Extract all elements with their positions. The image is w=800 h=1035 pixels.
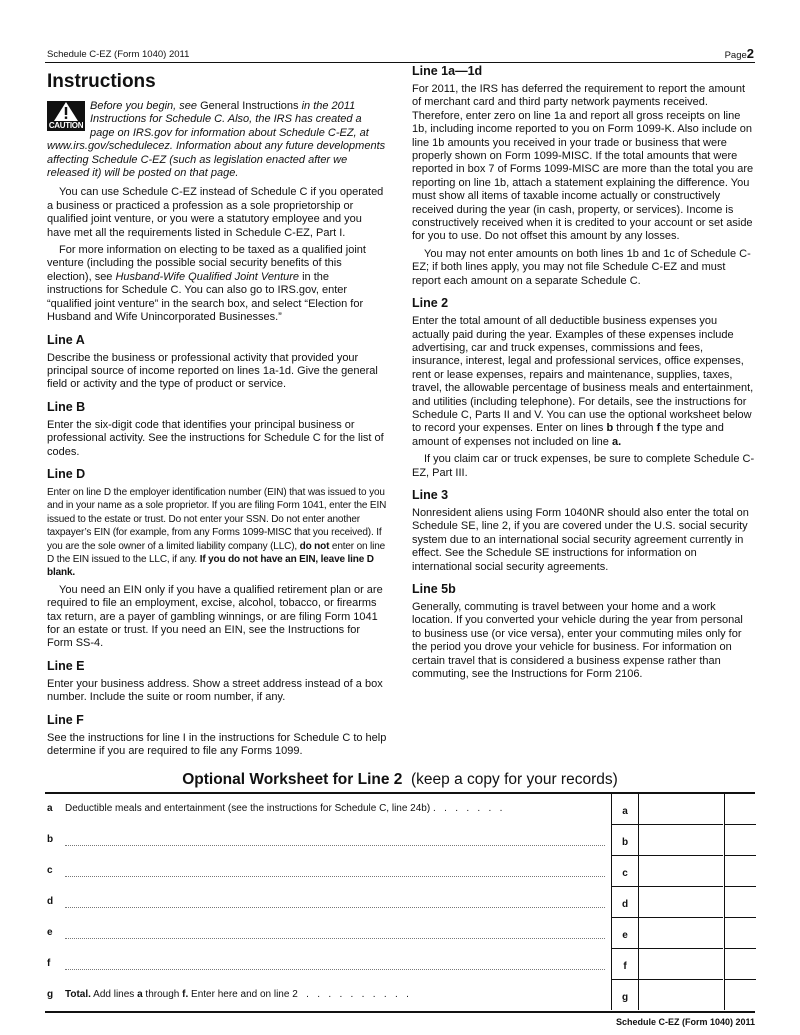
worksheet-row-b bbox=[45, 825, 755, 856]
paragraph bbox=[412, 507, 755, 574]
page-num: 2 bbox=[746, 46, 754, 61]
line-box-label: b bbox=[611, 825, 639, 856]
text-run: through bbox=[142, 989, 183, 1001]
text-run: in the 2011 Instructions for Schedule C. Also, the IRS has created a page on IRS.gov for information about Schedule C-EZ, at www.irs.gov/schedulecez. Information about any future developments affecting Schedule C-EZ (such as legislation enacted after we released it) will be posted on that page. bbox=[47, 100, 386, 180]
worksheet-row-d bbox=[45, 887, 755, 918]
paragraph bbox=[47, 100, 387, 180]
text-run: a bbox=[137, 989, 143, 1001]
paragraph bbox=[47, 584, 387, 651]
paragraph bbox=[47, 244, 387, 324]
instructions-title: Instructions bbox=[47, 71, 156, 92]
paragraph bbox=[47, 186, 387, 240]
amount-input[interactable] bbox=[637, 949, 723, 980]
text-run: Total. bbox=[65, 989, 91, 1001]
text-run: f bbox=[656, 422, 661, 435]
section bbox=[412, 64, 755, 288]
section-heading: Line E bbox=[47, 658, 85, 673]
paragraph bbox=[412, 315, 755, 449]
section bbox=[47, 400, 387, 459]
cents-input[interactable] bbox=[724, 980, 756, 1010]
left-column bbox=[47, 70, 387, 762]
row-description: Deductible meals and entertainment (see the instructions for Schedule C, line 24b) . . . . . . . bbox=[65, 803, 503, 815]
text-run: Enter your business address. Show a street address instead of a box number. Include the suite or room number, if any. bbox=[47, 677, 383, 704]
text-run: Add lines bbox=[90, 989, 138, 1001]
paragraph bbox=[412, 453, 755, 480]
row-letter: a bbox=[47, 803, 53, 815]
expense-description-input[interactable] bbox=[65, 969, 605, 970]
amount-input[interactable] bbox=[637, 825, 723, 856]
section bbox=[412, 582, 755, 681]
columns bbox=[45, 64, 755, 762]
paragraph bbox=[47, 352, 387, 392]
section bbox=[47, 659, 387, 705]
worksheet-row-c bbox=[45, 856, 755, 887]
text-run: Describe the business or professional activity that provided your principal source of income reported on lines 1a-1d. Give the general field or activity and the type of product or service. bbox=[47, 351, 378, 391]
paragraph bbox=[47, 419, 387, 459]
paragraph bbox=[412, 248, 755, 288]
caution-icon bbox=[47, 101, 85, 131]
expense-description-input[interactable] bbox=[65, 938, 605, 939]
worksheet-title bbox=[45, 770, 755, 790]
expense-description-input[interactable] bbox=[65, 845, 605, 846]
right-column bbox=[412, 64, 755, 685]
cents-input[interactable] bbox=[724, 856, 756, 887]
section-heading: Line 2 bbox=[412, 296, 449, 311]
cents-input[interactable] bbox=[724, 825, 756, 856]
line-box-label: d bbox=[611, 887, 639, 918]
row-letter: e bbox=[47, 927, 53, 939]
text-run: Enter the total amount of all deductible business expenses you actually paid during the year. Examples of these expenses include advertising, car and truck expenses, commissions and fees, insurance, interest, legal and professional services, office expenses, rent or lease expenses, repairs and maintenance, supplies, taxes, travel, the allowable percentage of business meals and entertainment, and utilities (including telephone). For details, see the instructions for Schedule C, Parts II and V. You can use the optional worksheet below to record your expenses. Enter on lines bbox=[412, 315, 754, 435]
row-letter: d bbox=[47, 896, 54, 908]
text-run: Enter the six-digit code that identifies your principal business or professional activity. See the instructions for Schedule C for the list of codes. bbox=[47, 418, 384, 458]
section-heading: Line 3 bbox=[412, 487, 449, 502]
text-run: Nonresident aliens using Form 1040NR should also enter the total on Schedule SE, line 2, if you are covered under the U.S. social security system due to an international social security agreement currently in effect. See the Schedule SE instructions for information on international social security agreements. bbox=[412, 506, 749, 573]
section-heading: Line B bbox=[47, 399, 86, 414]
worksheet-row-g bbox=[45, 980, 755, 1011]
page-label: Page bbox=[724, 50, 747, 61]
paragraph bbox=[412, 601, 755, 681]
caution-label: CAUTION bbox=[48, 121, 84, 130]
section bbox=[412, 488, 755, 574]
line-box-label: e bbox=[611, 918, 639, 949]
cents-input[interactable] bbox=[724, 918, 756, 949]
text-run: do not bbox=[299, 540, 330, 552]
text-run: For 2011, the IRS has deferred the requirement to report the amount of merchant card and third party network payments received. Therefore, enter zero on line 1a and report all gross receipts on line 1b, including income reported to you on Form 1099-K. Also include on line 1b amounts you received in your trade or business that were properly shown on Form 1099-MISC. If the total amounts that were reported in box 7 of Forms 1099-MISC are more than the total you are reporting on line 1b, attach a statement explaining the difference. You must show all items of taxable income actually or constructively received during the year (in cash, property, or services). Income is constructively received when it is credited to your account or set aside for you to use. Do not offset this amount by any losses. bbox=[412, 83, 754, 243]
paragraph bbox=[412, 83, 755, 244]
cents-input[interactable] bbox=[724, 794, 756, 825]
line-box-label: c bbox=[611, 856, 639, 887]
row-letter: f bbox=[47, 958, 51, 970]
line-box-label: f bbox=[611, 949, 639, 980]
header-rule bbox=[45, 62, 755, 63]
worksheet-table bbox=[45, 794, 755, 1011]
row-letter: g bbox=[47, 989, 54, 1001]
cents-input[interactable] bbox=[724, 949, 756, 980]
text-run: See the instructions for line I in the instructions for Schedule C to help determine if you are required to file any Forms 1099. bbox=[47, 731, 387, 758]
section-heading: Line D bbox=[47, 466, 86, 481]
text-run: General Instructions bbox=[200, 100, 299, 112]
text-run: Enter on line D the employer identification number (EIN) that was issued to you and in your name as a sole proprietor. If you are filing Form 1041, enter the EIN issued to the estate or trust. Do not enter your SSN. Do not enter another taxpayer’s EIN (for example, from any Forms 1099-MISC that you received). If you are the sole owner of a limited liability company (LLC), bbox=[47, 486, 387, 552]
form-header: Schedule C-EZ (Form 1040) 2011 bbox=[47, 49, 190, 60]
section bbox=[412, 296, 755, 480]
section bbox=[47, 100, 387, 325]
text-run: Husband-Wife Qualified Joint Venture bbox=[115, 270, 300, 283]
worksheet-bottom-rule bbox=[45, 1011, 755, 1013]
section bbox=[47, 713, 387, 759]
section bbox=[47, 467, 387, 651]
form-footer: Schedule C-EZ (Form 1040) 2011 bbox=[615, 1017, 755, 1028]
paragraph bbox=[47, 732, 387, 759]
worksheet-row-e bbox=[45, 918, 755, 949]
text-run: If you claim car or truck expenses, be sure to complete Schedule C-EZ, Part III. bbox=[412, 453, 755, 479]
line-box-label: a bbox=[611, 794, 639, 825]
section-heading: Line F bbox=[47, 712, 84, 727]
text-run: Generally, commuting is travel between your home and a work location. If you converted your vehicle during the year from personal to business use (or vice versa), enter your commuting miles only for the period you drove your vehicle for business. For information on certain travel that is considered a business expense rather than commuting, see the Instructions for Form 2106. bbox=[412, 601, 743, 681]
text-run: f. bbox=[182, 989, 189, 1001]
expense-description-input[interactable] bbox=[65, 876, 605, 877]
text-run: You can use Schedule C-EZ instead of Schedule C if you operated a business or practiced a profession as a sole proprietorship or qualified joint venture, or you were a statutory employee and you have met all the requirements listed in Schedule C-EZ, Part I. bbox=[47, 186, 384, 239]
page-number bbox=[725, 46, 754, 61]
amount-input[interactable] bbox=[637, 980, 723, 1010]
amount-input[interactable] bbox=[637, 856, 723, 887]
worksheet-row-a bbox=[45, 794, 755, 825]
row-letter: c bbox=[47, 865, 53, 877]
paragraph bbox=[47, 678, 387, 705]
text-run: in the instructions for Schedule C. You can also go to IRS.gov, enter “qualified joint venture” in the search box, and select “Election for Husband and Wife Unincorporated Businesses.” bbox=[47, 270, 364, 324]
amount-input[interactable] bbox=[637, 794, 723, 825]
section-heading: Line 5b bbox=[412, 582, 456, 596]
amount-input[interactable] bbox=[637, 918, 723, 949]
text-run: Before you begin, see bbox=[90, 100, 201, 112]
row-letter: b bbox=[47, 834, 54, 846]
cents-input[interactable] bbox=[724, 887, 756, 918]
text-run: enter on line D the EIN issued to the LLC, if any. bbox=[47, 540, 386, 565]
text-run: Enter here and on line 2 . . . . . . . . . . bbox=[188, 989, 409, 1001]
worksheet-row-f bbox=[45, 949, 755, 980]
text-run: a. bbox=[611, 435, 622, 448]
text-run: b bbox=[606, 422, 614, 435]
text-run: the type and amount of expenses not included on line bbox=[412, 422, 724, 448]
row-description bbox=[65, 989, 409, 1000]
paragraph bbox=[47, 486, 387, 580]
text-run: through bbox=[613, 422, 657, 435]
worksheet-subtitle: (keep a copy for your records) bbox=[411, 771, 618, 789]
text-run: For more information on electing to be taxed as a qualified joint venture (including the possible social security benefits of this election), see bbox=[47, 244, 366, 283]
content bbox=[45, 64, 755, 1028]
section bbox=[47, 333, 387, 392]
expense-description-input[interactable] bbox=[65, 907, 605, 908]
text-run: You may not enter amounts on both lines 1b and 1c of Schedule C-EZ; if both lines apply, you may not file Schedule C-EZ and must report each amount on a separate Schedule C. bbox=[412, 247, 751, 287]
worksheet-title-text: Optional Worksheet for Line 2 bbox=[182, 771, 403, 789]
line-box-label: g bbox=[611, 980, 639, 1010]
section-heading: Line 1a—1d bbox=[412, 64, 483, 78]
section-heading: Line A bbox=[47, 332, 85, 347]
text-run: You need an EIN only if you have a qualified retirement plan or are required to file an employment, excise, alcohol, tobacco, or firearms tax return, are a payer of gambling winnings, or are filing Form 1041 for an estate or trust. If you need an EIN, see the Instructions for Form SS-4. bbox=[47, 583, 383, 650]
amount-input[interactable] bbox=[637, 887, 723, 918]
text-run: If you do not have an EIN, leave line D blank. bbox=[47, 553, 374, 579]
